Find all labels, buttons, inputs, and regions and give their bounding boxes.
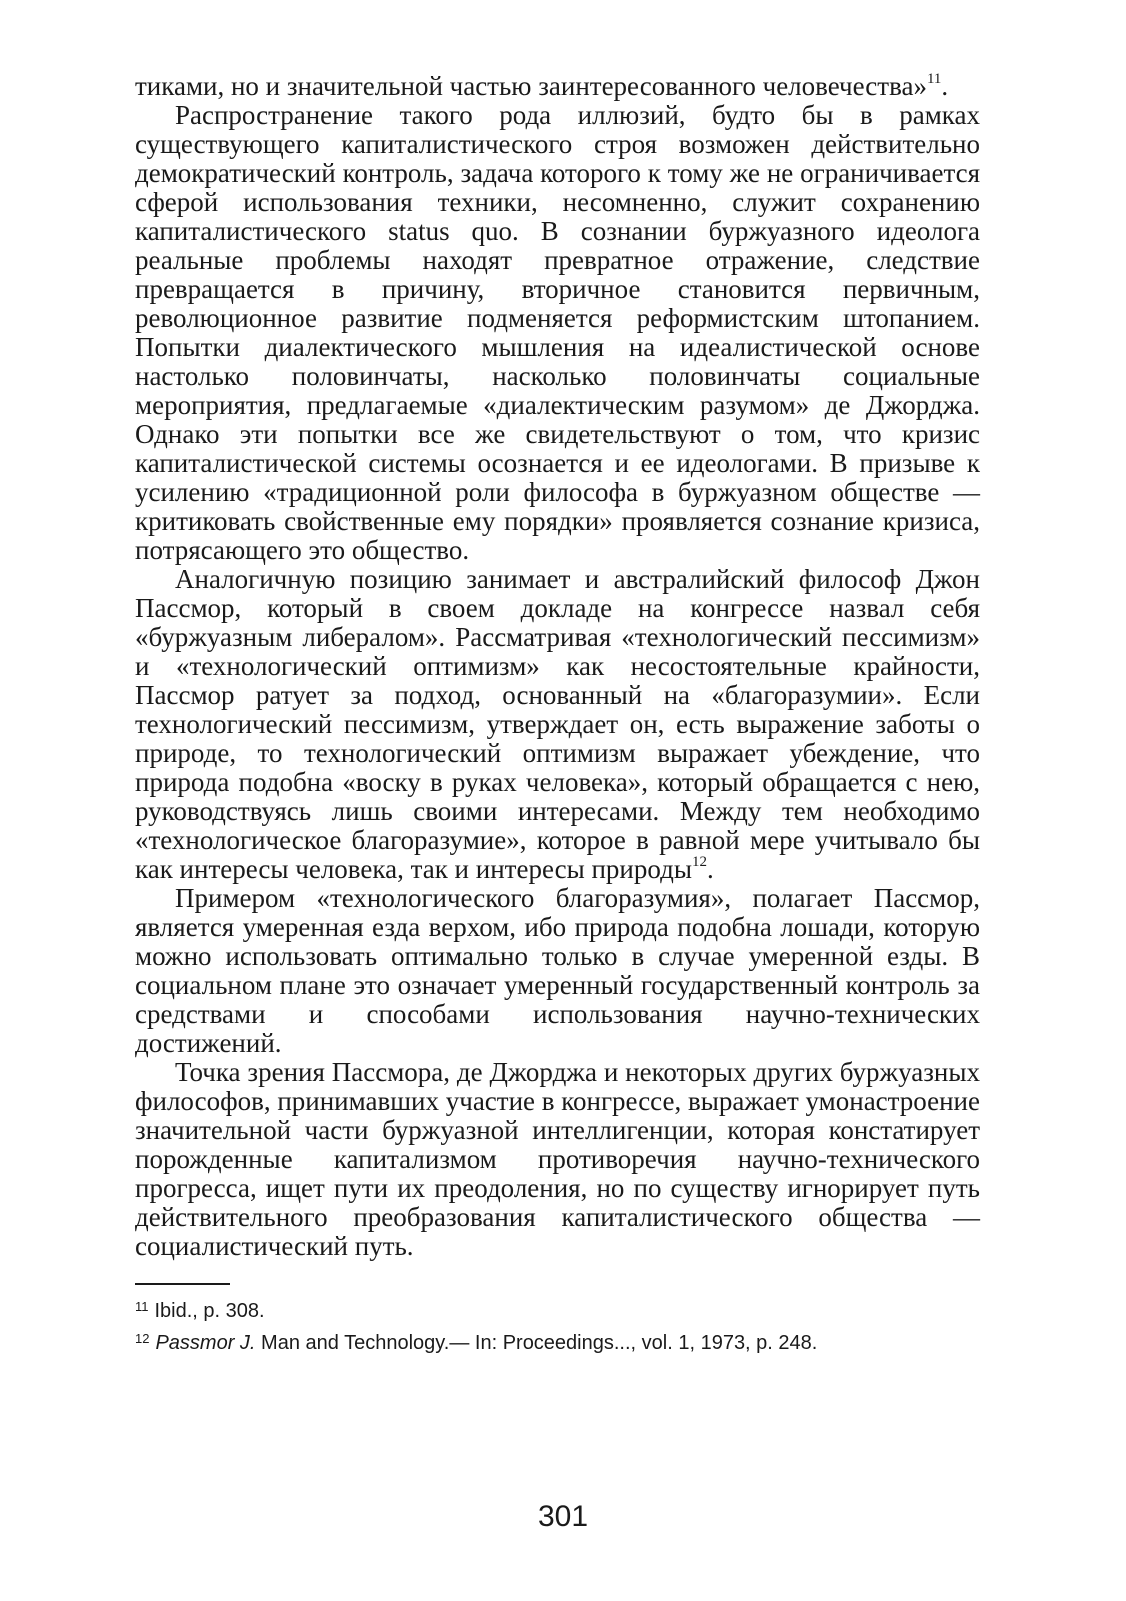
- body-text: [135, 72, 980, 1261]
- footnote-divider: [135, 1283, 230, 1285]
- page-number: 301: [537, 1500, 589, 1533]
- page: [135, 72, 980, 1357]
- paragraph-2: Распространение такого рода иллюзий, будто бы в рамках существующего капиталистического строя возможен действительно демократический контроль, задача которого к тому же не ограничивается сферой использования техники, несомненно, служит сохранению капиталистического status quo. В сознании буржуазного идеолога реальные проблемы находят превратное отражение, следствие превращается в причину, вторичное становится первичным, революционное развитие подменяется реформистским штопанием. Попытки диалектического мышления на идеалистической основе настолько половинчаты, насколько половинчаты социальные мероприятия, предлагаемые «диалектическим разумом» де Джорджа. Однако эти попытки все же свидетельствуют о том, что кризис капиталистической системы осознается и ее идеологами. В призыве к усилению «традиционной роли философа в буржуазном обществе — критиковать свойственные ему порядки» проявляется сознание кризиса, потрясающего это общество.: [135, 100, 980, 565]
- paragraph-1-end: .: [941, 71, 949, 101]
- paragraph-3-end: .: [706, 854, 714, 884]
- paragraph-3-text: Аналогичную позицию занимает и австралийский философ Джон Пассмор, который в своем докладе на конгрессе назвал себя «буржуазным либералом». Рассматривая «технологический пессимизм» и «технологический оптимизм» как несостоятельные крайности, Пассмор ратует за подход, основанный на «благоразумии». Если технологический пессимизм, утверждает он, есть выражение заботы о природе, то технологический оптимизм выражает убеждение, что природа подобна «воску в руках человека», который обращается с нею, руководствуясь лишь своими интересами. Между тем необходимо «технологическое благоразумие», которое в равной мере учитывало бы как интересы человека, так и интересы природы: [135, 564, 980, 884]
- paragraph-1: [135, 72, 980, 101]
- footnote-11: [135, 1293, 980, 1325]
- paragraph-4: Примером «технологического благоразумия», полагает Пассмор, является умеренная езда верхом, ибо природа подобна лошади, которую можно использовать оптимально только в случае умеренной езды. В социальном плане это означает умеренный государственный контроль за средствами и способами использования научно-технических достижений.: [135, 883, 980, 1058]
- paragraph-1-text: тиками, но и значительной частью заинтересованного человечества»: [135, 71, 927, 101]
- footnote-author: Passmor J.: [155, 1332, 256, 1354]
- footnote-text: Man and Technology.— In: Proceedings..., vol. 1, 1973, p. 248.: [255, 1332, 818, 1354]
- paragraph-5: Точка зрения Пассмора, де Джорджа и некоторых других буржуазных философов, принимавших участие в конгрессе, выражает умонастроение значительной части буржуазной интеллигенции, которая констатирует порожденные капитализмом противоречия научно-технического прогресса, ищет пути их преодоления, но по существу игнорирует путь действительного преобразования капиталистического общества — социалистический путь.: [135, 1057, 980, 1261]
- footnotes: [135, 1293, 980, 1357]
- footnote-text: Ibid., p. 308.: [154, 1300, 265, 1322]
- footnote-12: [135, 1325, 980, 1357]
- paragraph-3: [135, 565, 980, 884]
- footnote-ref-12: 12: [691, 854, 707, 870]
- footnote-number: 11: [135, 1299, 149, 1314]
- footnote-number: 12: [135, 1331, 150, 1346]
- footnote-ref-11: 11: [926, 71, 942, 87]
